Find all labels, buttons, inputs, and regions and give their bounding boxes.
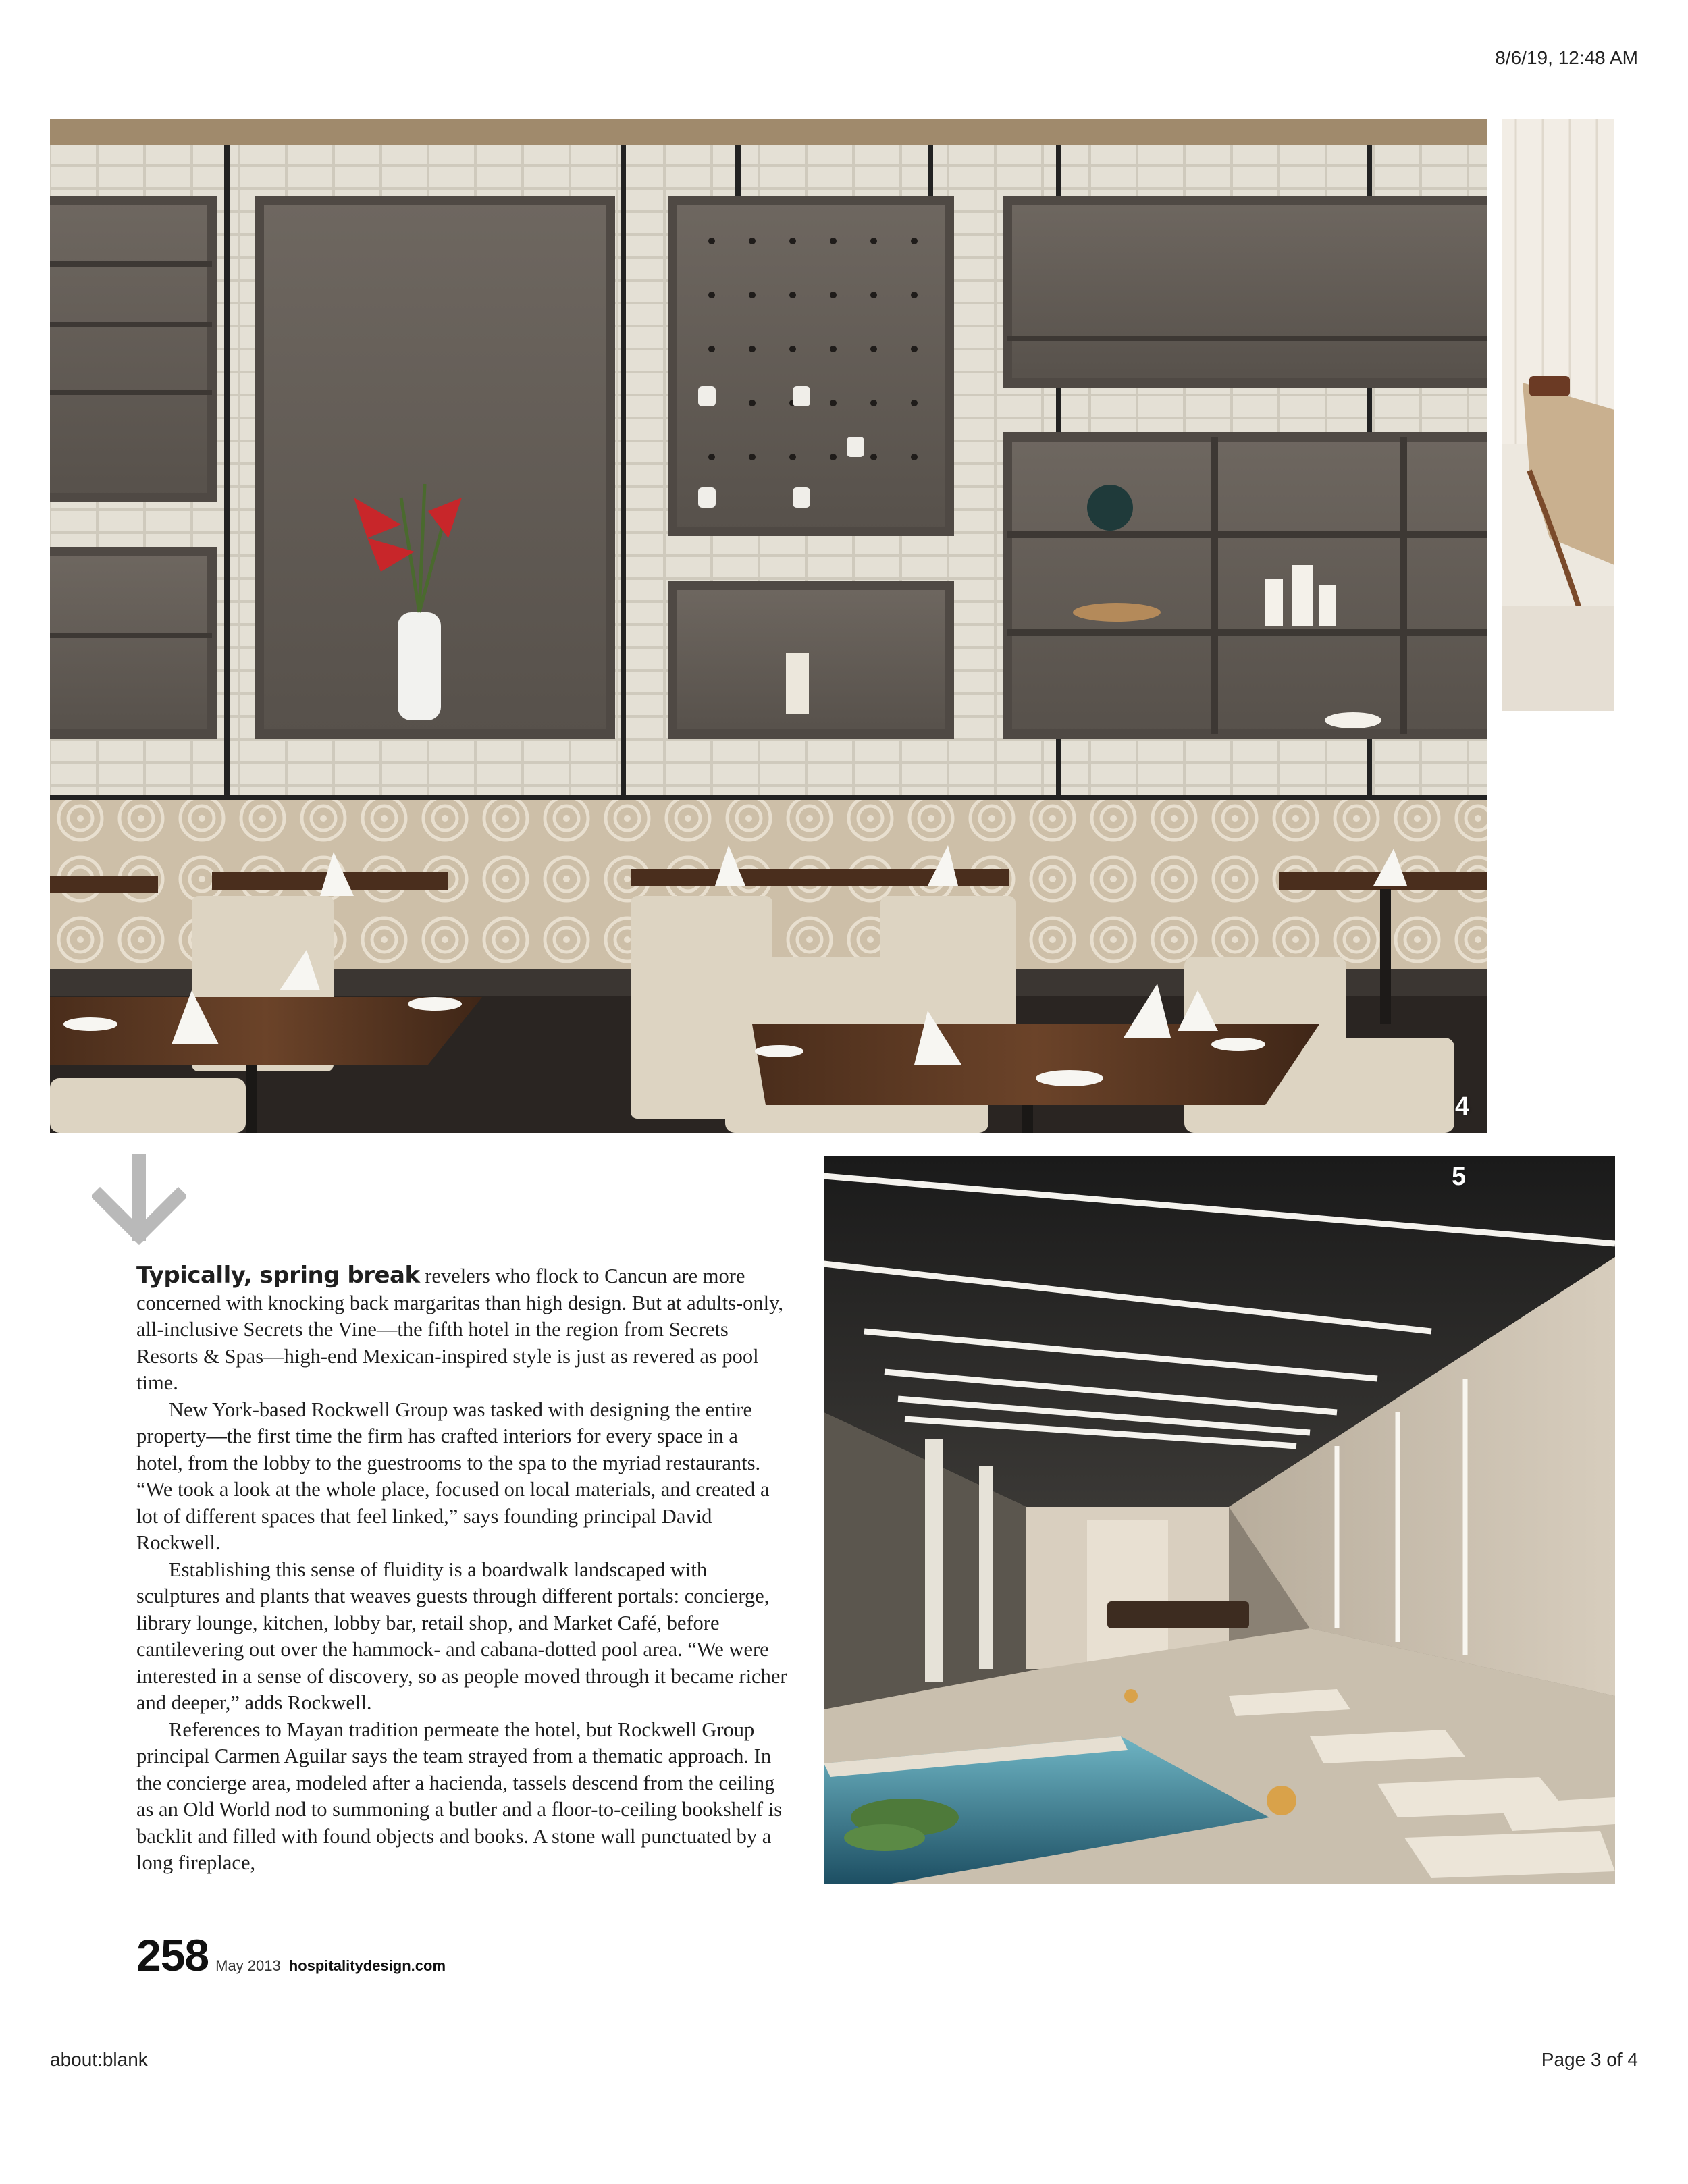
article-paragraph-1 (136, 1262, 789, 1397)
article-lead: Typically, spring break (136, 1262, 420, 1289)
article-paragraph-1-text: revelers who flock to Cancun are more concerned with knocking back margaritas than high design. But at adults-only, all-inclusive Secrets the Vine—the fifth hotel in the region from Secrets Resorts & Spas—high-end Mexican-inspired style is just as revered as pool time. (136, 1264, 783, 1394)
print-datetime: 8/6/19, 12:48 AM (1495, 47, 1638, 68)
print-url: about:blank (50, 2049, 148, 2070)
issue-date: May 2013 (215, 1957, 281, 1974)
article-paragraph-3: Establishing this sense of fluidity is a boardwalk landscaped with sculptures and plants that weaves guests through different portals: concierge, library lounge, kitchen, lobby bar, retail shop, and Market Café, before cantilevering out over the hammock- and cabana-dotted pool area. “We were interested in a sense of discovery, so as people moved through it became richer and deeper,” adds Rockwell. (136, 1557, 787, 1714)
page-folio (136, 1929, 446, 1981)
magazine-page-number: 258 (136, 1930, 209, 1980)
restaurant-photo (50, 119, 1487, 1133)
arrow-down-icon (92, 1154, 186, 1248)
spa-photo (824, 1156, 1615, 1884)
article-paragraph-2: New York-based Rockwell Group was tasked with designing the entire property—the first time the firm has crafted interiors for every space in a hotel, from the lobby to the guestrooms to the spa to the myriad restaurants. “We took a look at the whole place, focused on local materials, and created a lot of different spaces that feel linked,” says founding principal David Rockwell. (136, 1397, 770, 1554)
article-paragraph-4: References to Mayan tradition permeate the hotel, but Rockwell Group principal Carmen Aguilar says the team strayed from a thematic approach. In the concierge area, modeled after a hacienda, tassels descend from the ceiling as an Old World nod to summoning a butler and a floor-to-ceiling bookshelf is backlit and filled with found objects and books. A stone wall punctuated by a long fireplace, (136, 1717, 783, 1874)
print-page-count: Page 3 of 4 (1541, 2049, 1638, 2070)
photo-number-5: 5 (1452, 1163, 1467, 1191)
lounge-chair-photo (1502, 119, 1614, 711)
photo-number-4: 4 (1455, 1092, 1470, 1121)
article-body (136, 1262, 789, 1877)
publication-site: hospitalitydesign.com (288, 1957, 446, 1974)
